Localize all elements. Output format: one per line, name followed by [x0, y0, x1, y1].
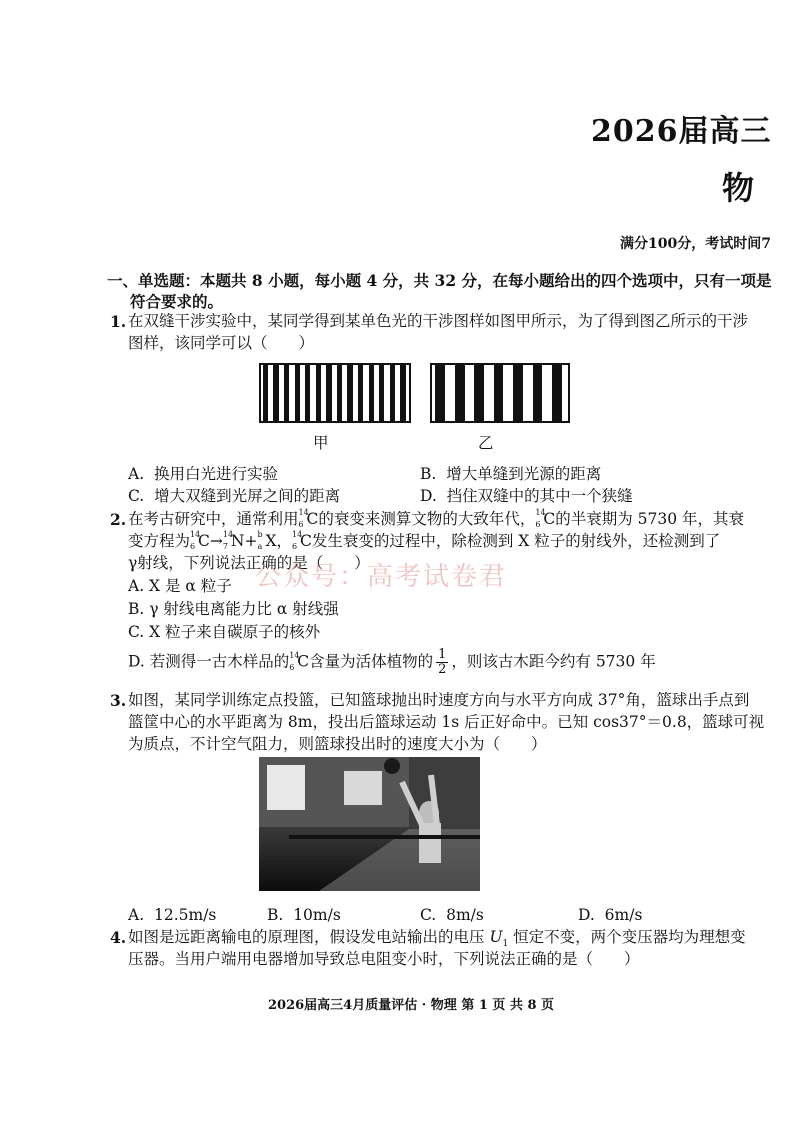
q2-stem-line1: [128, 509, 744, 530]
voltage-symbol: U: [489, 928, 503, 946]
label-yi: 乙: [478, 434, 494, 452]
c14-isotope: [535, 508, 546, 529]
mass-number: 14: [289, 650, 300, 660]
score-info: 满分100分，考试时间7: [620, 236, 771, 252]
q2-text: 在考古研究中，通常利用: [128, 510, 299, 528]
denominator: 2: [438, 662, 447, 677]
mass-number: 14: [222, 530, 234, 539]
watermark: 公众号：高考试卷君: [255, 562, 508, 592]
atomic-number: 6: [298, 520, 304, 529]
q3-option-d: [578, 905, 642, 926]
q2-option-a: A. X 是 α 粒子: [128, 577, 232, 595]
q2-text: C的衰变来测算文物的大致年代，: [306, 510, 536, 528]
mass-number: 14: [190, 530, 201, 539]
dark-fringe: [369, 365, 374, 421]
dark-fringe: [305, 365, 310, 421]
q2-text: C发生衰变的过程中，除检测到 X 粒子的射线外，还检测到了: [299, 532, 721, 550]
dark-fringe: [316, 365, 321, 421]
option-letter: B.: [420, 465, 437, 483]
dark-fringe: [347, 365, 352, 421]
dark-fringe: [284, 365, 289, 421]
q3-stem-line3: 为质点，不计空气阻力，则篮球投出时的速度大小为（ ）: [128, 735, 547, 753]
fraction-one-half: [436, 648, 448, 677]
c14-isotope: [298, 508, 309, 529]
atomic-number: 6: [190, 542, 196, 551]
q2-option-c: C. X 粒子来自碳原子的核外: [128, 623, 321, 641]
dark-fringe: [533, 365, 543, 421]
dark-fringe: [435, 365, 445, 421]
window-light: [344, 771, 382, 805]
q2-text: C→: [198, 532, 223, 550]
dark-fringe: [379, 365, 384, 421]
q4-number: 4.: [110, 928, 127, 947]
label-jia: 甲: [313, 434, 329, 452]
q1-option-d: [420, 486, 633, 507]
dark-fringe: [273, 365, 278, 421]
c14-isotope: [291, 530, 303, 551]
dark-fringe: [400, 365, 405, 421]
q2-text: D. 若测得一古木样品的: [128, 652, 290, 671]
atomic-number: 6: [289, 662, 295, 672]
option-letter: D.: [578, 906, 595, 924]
subject-title: 物: [722, 169, 756, 207]
mass-number: b: [257, 530, 263, 539]
atomic-number: a: [257, 542, 263, 551]
basketball-photo: [259, 757, 480, 891]
q2-text: C含量为活体植物的: [297, 652, 434, 671]
mass-number: 14: [535, 508, 546, 517]
basketball-photo-drawing: [259, 757, 480, 891]
section-heading: 一、单选题：本题共 8 小题，每小题 4 分，共 32 分，在每小题给出的四个选项中，只有一项是: [107, 271, 772, 290]
option-text: 6m/s: [604, 906, 643, 924]
option-text: 8m/s: [446, 906, 484, 924]
mass-number: 14: [298, 508, 309, 517]
q4-text: 恒定不变，两个变压器均为理想变: [508, 928, 746, 946]
q1-option-a: [128, 464, 278, 485]
mass-number: 14: [291, 530, 303, 539]
option-text: 12.5m/s: [153, 906, 217, 924]
q1-number: 1.: [110, 312, 127, 331]
n14-isotope: [222, 530, 234, 551]
q2-text: ，则该古木距今约有 5730 年: [451, 652, 656, 671]
atomic-number: 6: [291, 542, 298, 551]
numerator: 1: [438, 647, 447, 662]
q3-stem-line2: 篮筐中心的水平距离为 8m，投出后篮球运动 1s 后正好命中。已知 cos37°＝0.8，篮球可视: [128, 713, 765, 731]
option-letter: D.: [420, 487, 437, 505]
q2-number: 2.: [110, 510, 127, 529]
exam-title: 2026届高三: [591, 114, 772, 149]
c14-isotope: [190, 530, 201, 551]
q3-stem-line1: 如图，某同学训练定点投篮，已知篮球抛出时速度方向与水平方向成 37°角，篮球出手点到: [128, 691, 750, 709]
q2-option-b: B. γ 射线电离能力比 α 射线强: [128, 600, 339, 618]
q2-text: N+: [230, 532, 258, 550]
q2-stem-line3: γ射线，下列说法正确的是（ ）: [128, 554, 370, 572]
q1-option-b: [420, 464, 601, 485]
dark-fringe: [494, 365, 504, 421]
q1-stem-line1: 在双缝干涉实验中，某同学得到某单色光的干涉图样如图甲所示，为了得到图乙所示的干涉: [128, 312, 749, 330]
basketball-icon: [384, 758, 400, 774]
dark-fringe: [513, 365, 523, 421]
q2-option-d: [128, 648, 656, 677]
q1-option-c: [128, 486, 340, 507]
dark-fringe: [455, 365, 465, 421]
dark-fringe: [474, 365, 484, 421]
dark-fringe: [390, 365, 395, 421]
section-heading-cont: 符合要求的。: [130, 292, 224, 311]
q3-option-c: [420, 905, 484, 926]
option-letter: C.: [128, 487, 145, 505]
dark-fringe: [358, 365, 363, 421]
q4-stem-line2: 压器。当用户端用电器增加导致总电阻变小时，下列说法正确的是（ ）: [128, 950, 640, 968]
option-text: 增大单缝到光源的距离: [446, 465, 602, 483]
x-particle: [257, 530, 265, 551]
q3-option-a: [128, 905, 216, 926]
dark-fringe: [552, 365, 562, 421]
q2-stem-line2: [128, 531, 720, 552]
option-letter: A.: [128, 465, 145, 483]
option-letter: C.: [420, 906, 437, 924]
dark-fringe: [337, 365, 342, 421]
atomic-number: 6: [535, 520, 541, 529]
q2-text: X，: [265, 532, 292, 550]
q3-number: 3.: [110, 691, 127, 710]
q4-text: 如图是远距离输电的原理图，假设发电站输出的电压: [128, 928, 490, 946]
dark-fringe: [326, 365, 331, 421]
voltage-subscript: 1: [502, 939, 509, 950]
window-light: [267, 765, 305, 810]
interference-pattern-jia: [259, 363, 411, 423]
option-text: 换用白光进行实验: [153, 465, 278, 483]
option-text: 10m/s: [293, 906, 341, 924]
q2-text: C的半衰期为 5730 年，其衰: [543, 510, 745, 528]
option-letter: B.: [267, 906, 284, 924]
option-letter: A.: [128, 906, 145, 924]
dark-fringe: [295, 365, 300, 421]
q1-stem-line2: 图样，该同学可以（ ）: [128, 334, 315, 352]
interference-pattern-yi: [430, 363, 570, 423]
option-text: 增大双缝到光屏之间的距离: [154, 487, 341, 505]
dark-fringe: [263, 365, 268, 421]
atomic-number: 7: [222, 542, 228, 551]
option-text: 挡住双缝中的其中一个狭缝: [446, 487, 633, 505]
q2-text: 变方程为: [128, 532, 191, 550]
c14-isotope: [289, 650, 300, 672]
page-footer: 2026届高三4月质量评估 · 物理 第 1 页 共 8 页: [268, 998, 555, 1013]
q3-option-b: [267, 905, 341, 926]
